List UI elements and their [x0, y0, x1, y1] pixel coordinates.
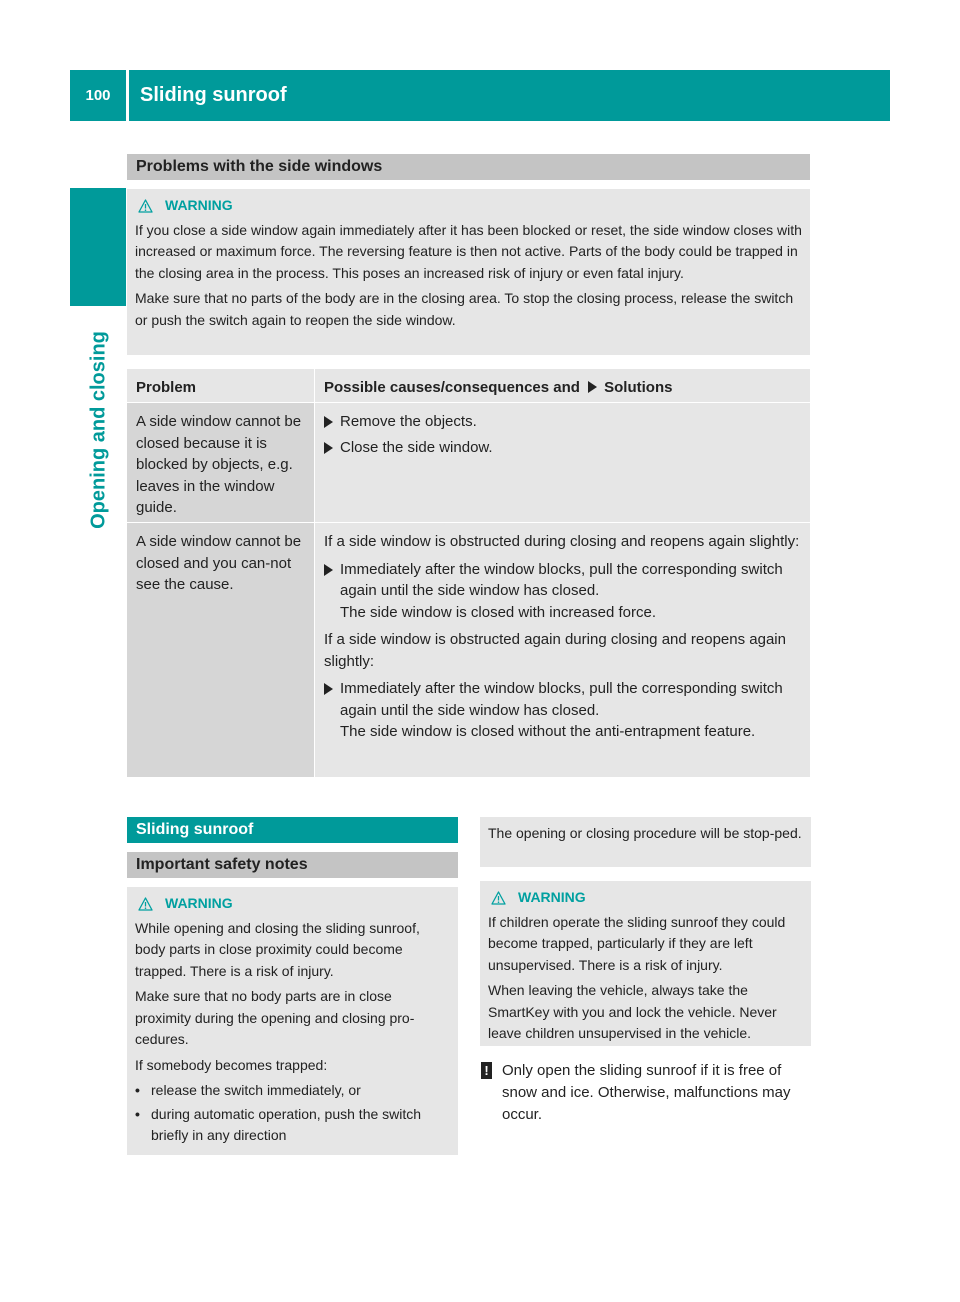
- warning-box-children: [480, 881, 811, 1046]
- bullet-icon: •: [135, 1082, 140, 1098]
- bullet-item: • release the switch immediately, or: [135, 1080, 450, 1102]
- page-number: 100: [85, 87, 111, 104]
- chapter-tab: [70, 188, 126, 306]
- solution-step: Immediately after the window blocks, pull the corresponding switch again until the side window has closed. The side window is closed without the anti-entrapment feature.: [324, 678, 802, 743]
- problem-cell: A side window cannot be closed because it is blocked by objects, e.g. leaves in the window guide.: [127, 403, 315, 522]
- table-row: [127, 403, 810, 523]
- solution-cell: [315, 403, 810, 522]
- arrow-icon: [324, 416, 333, 428]
- solution-text: If a side window is obstructed again during closing and reopens again slightly:: [324, 631, 786, 670]
- subsection-heading-safety-notes: Important safety notes: [127, 852, 458, 878]
- arrow-icon: [324, 683, 333, 695]
- arrow-icon: [324, 564, 333, 576]
- chapter-label: Opening and closing: [87, 331, 110, 529]
- warning-text: If children operate the sliding sunroof they could become trapped, particularly if they are left unsupervised. There is a risk of injury.: [488, 913, 786, 973]
- warning-title: WARNING: [135, 195, 802, 217]
- table-header-row: [127, 369, 810, 403]
- warning-box-sunroof-trapping: [127, 887, 458, 1155]
- bullet-icon: •: [135, 1105, 140, 1122]
- column-header-solutions: Possible causes/consequences and Solutions: [315, 369, 810, 402]
- warning-triangle-icon: [138, 897, 153, 911]
- page-title: Sliding sunroof: [140, 84, 287, 106]
- warning-title: WARNING: [135, 893, 450, 915]
- warning-box-side-windows: [127, 189, 810, 355]
- table-row: [127, 523, 810, 778]
- warning-text: While opening and closing the sliding sunroof, body parts in close proximity could become trapped. There is a risk of injury.: [135, 919, 420, 979]
- section-heading-sliding-sunroof: Sliding sunroof: [127, 817, 458, 843]
- continued-text-box: The opening or closing procedure will be stop-ped.: [480, 817, 811, 867]
- warning-text: When leaving the vehicle, always take the SmartKey with you and lock the vehicle. Never leave children unsupervised in the vehicle.: [488, 982, 777, 1041]
- warning-triangle-icon: [491, 891, 506, 905]
- warning-title: WARNING: [488, 887, 803, 909]
- header-divider: [126, 70, 129, 121]
- problem-cell: A side window cannot be closed and you can-not see the cause.: [127, 523, 315, 777]
- arrow-icon: [588, 381, 597, 393]
- troubleshooting-table: [127, 369, 810, 778]
- arrow-icon: [324, 442, 333, 454]
- solution-step: Remove the objects.: [324, 411, 802, 433]
- bullet-item: • during automatic operation, push the switch briefly in any direction: [135, 1104, 450, 1147]
- exclamation-icon: !: [481, 1062, 492, 1079]
- column-header-problem: Problem: [127, 369, 315, 402]
- solution-text: If a side window is obstructed during closing and reopens again slightly:: [324, 533, 800, 550]
- warning-text: If somebody becomes trapped:: [135, 1056, 328, 1073]
- solution-step: Close the side window.: [324, 437, 802, 459]
- section-heading-side-windows: Problems with the side windows: [127, 154, 810, 180]
- notice-malfunction: [480, 1060, 812, 1126]
- warning-triangle-icon: [138, 199, 153, 213]
- solution-cell: [315, 523, 810, 777]
- warning-text: Make sure that no parts of the body are in the closing area. To stop the closing process, release the switch or push the switch again to reopen the side window.: [135, 290, 794, 328]
- solution-step: Immediately after the window blocks, pull the corresponding switch again until the side window has closed. The side window is closed with increased force.: [324, 559, 802, 624]
- warning-text: Make sure that no body parts are in close proximity during the opening and closing pro-cedures.: [135, 988, 415, 1047]
- warning-text: If you close a side window again immediately after it has been blocked or reset, the side window closes with increased or maximum force. The reversing feature is then not active. Parts of the body could be trapped in the closing area in the process. This poses an increased risk of injury or even fatal injury.: [135, 221, 802, 281]
- notice-text: Only open the sliding sunroof if it is free of snow and ice. Otherwise, malfunctions may occur.: [502, 1062, 791, 1123]
